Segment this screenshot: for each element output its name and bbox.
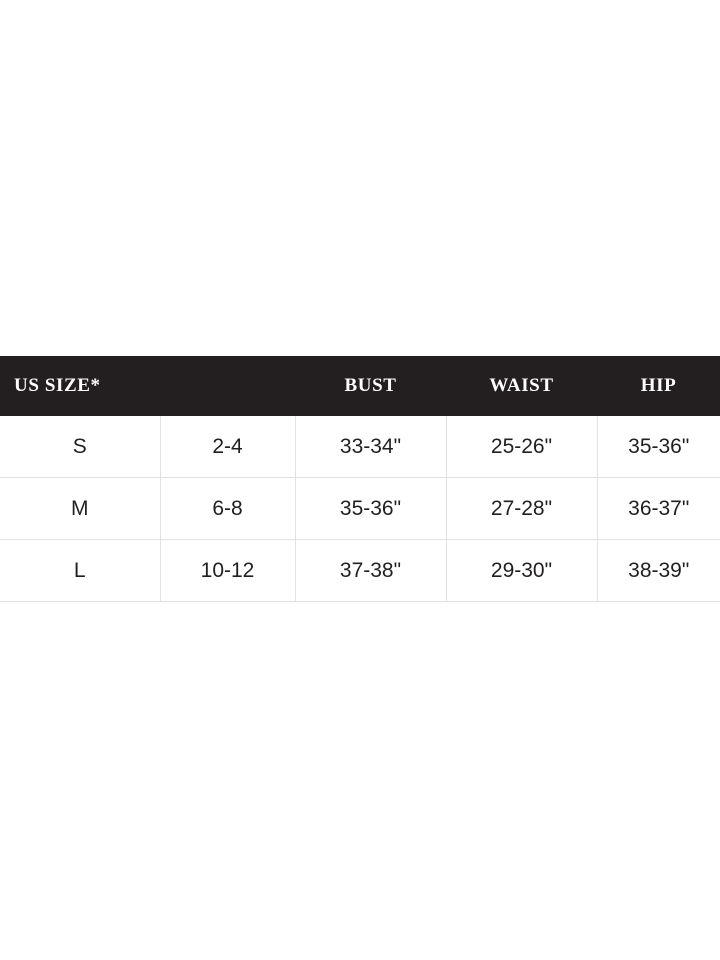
cell-hip: 38-39" — [597, 540, 720, 602]
size-chart-table — [0, 356, 720, 602]
cell-bust: 33-34" — [295, 416, 446, 478]
table-header — [0, 356, 720, 416]
cell-bust: 37-38" — [295, 540, 446, 602]
column-header-us-size: US SIZE* — [0, 356, 160, 416]
cell-numeric: 10-12 — [160, 540, 295, 602]
cell-hip: 35-36" — [597, 416, 720, 478]
cell-bust: 35-36" — [295, 478, 446, 540]
column-header-numeric-size — [160, 356, 295, 416]
cell-numeric: 2-4 — [160, 416, 295, 478]
column-header-waist: WAIST — [446, 356, 597, 416]
cell-size: M — [0, 478, 160, 540]
cell-waist: 25-26" — [446, 416, 597, 478]
table-row — [0, 540, 720, 602]
table-body — [0, 416, 720, 602]
cell-numeric: 6-8 — [160, 478, 295, 540]
cell-hip: 36-37" — [597, 478, 720, 540]
column-header-bust: BUST — [295, 356, 446, 416]
cell-waist: 27-28" — [446, 478, 597, 540]
cell-size: L — [0, 540, 160, 602]
cell-size: S — [0, 416, 160, 478]
column-header-hip: HIP — [597, 356, 720, 416]
table-row — [0, 416, 720, 478]
table-row — [0, 478, 720, 540]
cell-waist: 29-30" — [446, 540, 597, 602]
table-header-row — [0, 356, 720, 416]
size-chart-container — [0, 356, 720, 602]
